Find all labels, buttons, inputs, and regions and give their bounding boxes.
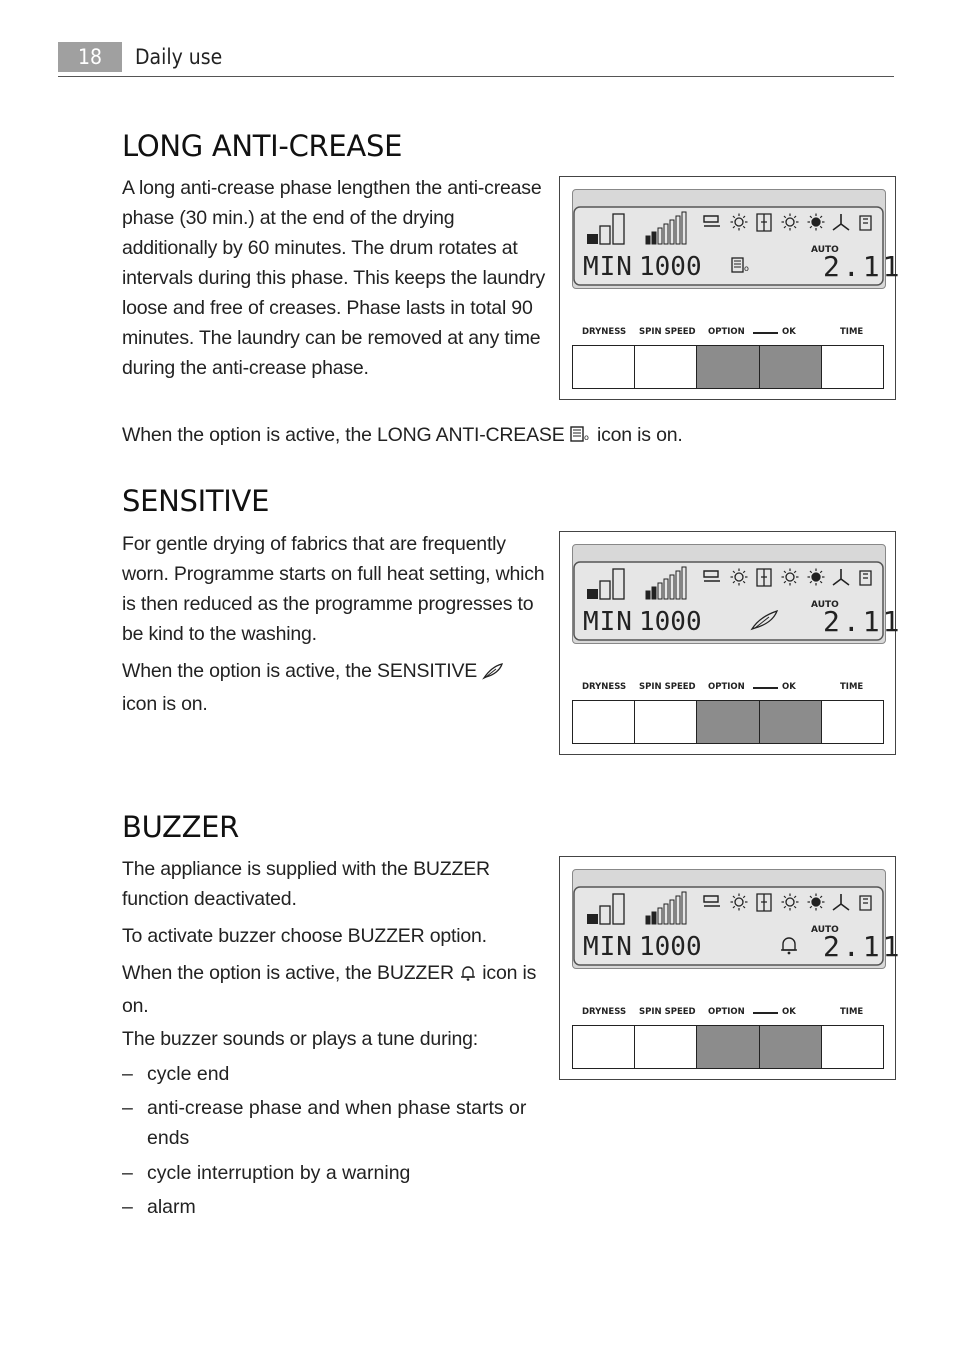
list-item: – cycle end: [122, 1063, 230, 1085]
sensitive-paragraph: For gentle drying of fabrics that are frequently worn. Programme starts on full heat setting, which is then reduced as the programme progresses to be kind to the washing.: [122, 533, 545, 645]
lcd-graphics: [573, 545, 903, 643]
button-label-time: TIME: [840, 682, 864, 692]
button-label-option: OPTION: [708, 1007, 745, 1017]
option-ok-connector: [753, 332, 778, 334]
option-button: [697, 701, 759, 743]
spin-speed-bar-filled: [646, 916, 650, 924]
long-anti-crease-note: When the option is active, the LONG ANTI-CREASE o icon is on.: [122, 420, 822, 453]
buzzer-paragraph-2: To activate buzzer choose BUZZER option.: [122, 925, 487, 947]
buzzer-paragraph-1: The appliance is supplied with the BUZZER function deactivated.: [122, 858, 490, 910]
button-row: [572, 1025, 884, 1069]
long-anti-crease-paragraph: A long anti-crease phase lengthen the anti-crease phase (30 min.) at the end of the drying additionally by 60 minutes. The drum rotates at intervals during this phase. This keeps the laundry loose and free of creases. Phase lasts in total 90 minutes. The laundry can be removed at any time during the anti-crease phase.: [122, 177, 546, 379]
spin-speed-bar-filled: [652, 587, 656, 599]
buzzer-note: When the option is active, the BUZZER icon is on.: [122, 962, 537, 1017]
dryness-button: [573, 1026, 635, 1068]
lcd-graphics: [573, 870, 903, 968]
spin-speed-bar-filled: [652, 912, 656, 924]
button-labels: [572, 682, 884, 696]
button-label-ok: OK: [782, 327, 796, 337]
display-time-value: 2.11: [823, 605, 903, 638]
button-label-ok: OK: [782, 682, 796, 692]
button-label-ok: OK: [782, 1007, 796, 1017]
lcd-display: [572, 544, 903, 644]
option-ok-connector: [753, 1012, 778, 1014]
auto-label: AUTO: [811, 245, 839, 255]
button-label-option: OPTION: [708, 327, 745, 337]
button-label-spin-speed: SPIN SPEED: [639, 327, 696, 337]
display-spin-value: 1000: [639, 607, 702, 637]
spin-speed-bar-filled: [646, 236, 650, 244]
lcd-display: [572, 869, 903, 969]
button-label-time: TIME: [840, 1007, 864, 1017]
list-item: – cycle interruption by a warning: [122, 1162, 411, 1184]
ok-button: [760, 701, 822, 743]
button-label-spin-speed: SPIN SPEED: [639, 682, 696, 692]
button-labels: [572, 1007, 884, 1021]
button-label-dryness: DRYNESS: [582, 682, 627, 692]
button-row: [572, 345, 884, 389]
svg-text:o: o: [583, 433, 589, 442]
button-label-spin-speed: SPIN SPEED: [639, 1007, 696, 1017]
sensitive-icon: [482, 659, 504, 689]
button-label-dryness: DRYNESS: [582, 1007, 627, 1017]
display-min-text: MIN: [583, 252, 633, 282]
section-title-buzzer: BUZZER: [122, 810, 240, 844]
control-panel-illustration-3: [559, 856, 903, 1080]
section-title-sensitive: SENSITIVE: [122, 484, 270, 518]
auto-label: AUTO: [811, 600, 839, 610]
dryness-bar-filled: [587, 589, 598, 599]
control-panel-illustration-1: [559, 176, 903, 400]
button-label-dryness: DRYNESS: [582, 327, 627, 337]
button-labels: [572, 327, 884, 341]
spin-speed-bar-filled: [652, 232, 656, 244]
button-label-option: OPTION: [708, 682, 745, 692]
spin-speed-button: [635, 1026, 697, 1068]
spin-speed-bar-filled: [646, 591, 650, 599]
dryness-bar-filled: [587, 914, 598, 924]
control-panel-illustration-2: [559, 531, 903, 755]
long-anti-crease-icon: [570, 423, 592, 453]
button-row: [572, 700, 884, 744]
time-button: [822, 701, 883, 743]
dryness-button: [573, 701, 635, 743]
svg-text:o: o: [744, 264, 749, 273]
dryness-button: [573, 346, 635, 388]
option-ok-connector: [753, 687, 778, 689]
sensitive-note: When the option is active, the SENSITIVE icon is on.: [122, 656, 550, 719]
list-item: – anti-crease phase and when phase starts or ends: [122, 1097, 527, 1149]
running-header: Daily use: [135, 45, 223, 69]
button-label-time: TIME: [840, 327, 864, 337]
spin-speed-button: [635, 346, 697, 388]
option-button: [697, 346, 759, 388]
lcd-graphics: [573, 190, 903, 288]
display-min-text: MIN: [583, 932, 633, 962]
buzzer-icon: [459, 961, 477, 991]
display-spin-value: 1000: [639, 932, 702, 962]
auto-label: AUTO: [811, 925, 839, 935]
header-rule: [58, 76, 894, 77]
section-title-long-anti-crease: LONG ANTI-CREASE: [122, 129, 403, 163]
display-spin-value: 1000: [639, 252, 702, 282]
dryness-bar-filled: [587, 234, 598, 244]
spin-speed-button: [635, 701, 697, 743]
time-button: [822, 1026, 883, 1068]
display-time-value: 2.11: [823, 930, 903, 963]
option-button: [697, 1026, 759, 1068]
list-item: – alarm: [122, 1196, 196, 1218]
display-time-value: 2.11: [823, 250, 903, 283]
ok-button: [760, 1026, 822, 1068]
lcd-display: [572, 189, 903, 289]
display-min-text: MIN: [583, 607, 633, 637]
page-number: 18: [58, 42, 122, 72]
ok-button: [760, 346, 822, 388]
time-button: [822, 346, 883, 388]
buzzer-list-intro: The buzzer sounds or plays a tune during:: [122, 1028, 479, 1050]
